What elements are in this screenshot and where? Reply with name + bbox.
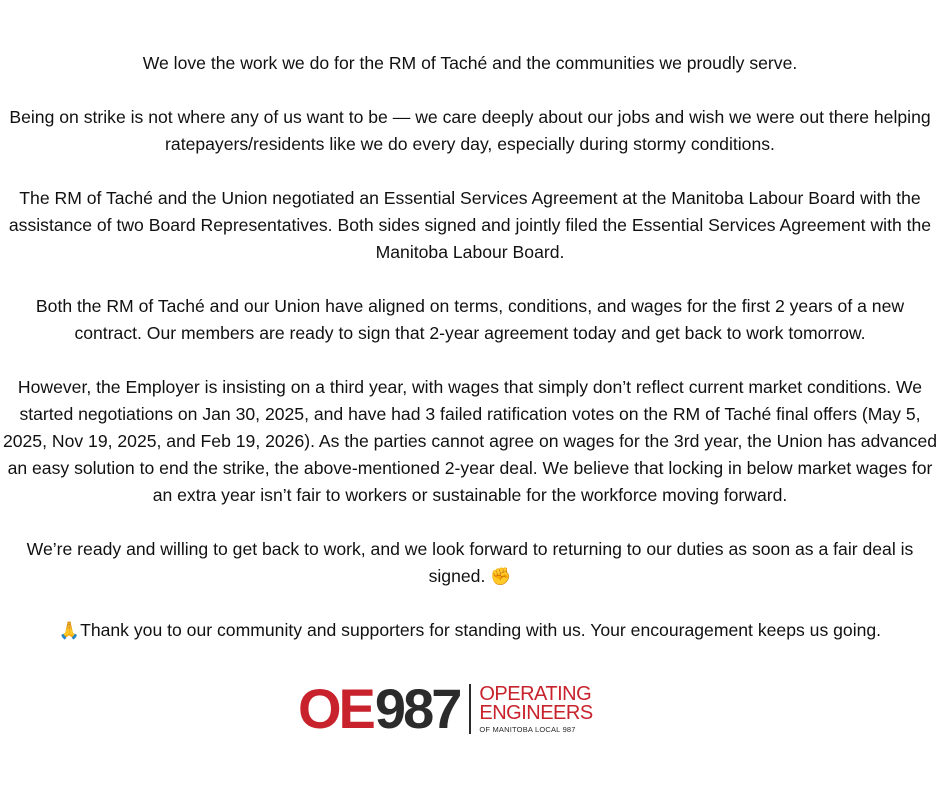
- logo-number-text: 987: [374, 677, 460, 740]
- paragraph-ready-to-work: [0, 536, 940, 590]
- thanks-text: Thank you to our community and supporters for standing with us. Your encouragement keeps us going.: [80, 620, 882, 640]
- paragraph-third-year: However, the Employer is insisting on a third year, with wages that simply don’t reflect current market conditions. We started negotiations on Jan 30, 2025, and have had 3 failed ratification votes on the RM of Taché final offers (May 5, 2025, Nov 19, 2025, and Feb 19, 2026). As the parties cannot agree on wages for the 3rd year, the Union has advanced an easy solution to end the strike, the above-mentioned 2-year deal. We believe that locking in below market wages for an extra year isn’t fair to workers or sustainable for the workforce moving forward.: [2, 377, 938, 505]
- logo-oe-text: OE: [298, 677, 373, 740]
- paragraph-thanks: [0, 617, 940, 644]
- paragraph-on-strike: Being on strike is not where any of us want to be — we care deeply about our jobs and wish we were out there helping ratepayers/residents like we do every day, especially during stormy conditions.: [9, 107, 931, 154]
- logo-line-local: OF MANITOBA LOCAL 987: [479, 724, 576, 734]
- closing-text: We’re ready and willing to get back to work, and we look forward to returning to our duties as soon as a fair deal is signed.: [26, 539, 914, 586]
- logo-line-engineers: ENGINEERS: [479, 701, 593, 724]
- logo-divider: [469, 684, 471, 734]
- logo-line-operating: OPERATING: [479, 682, 592, 705]
- paragraph-love-work: We love the work we do for the RM of Taché and the communities we proudly serve.: [142, 53, 798, 73]
- raised-fist-icon: ✊: [490, 567, 512, 586]
- logo-wordmark: [298, 677, 460, 740]
- oe987-logo: [298, 677, 593, 740]
- paragraph-essential-services: The RM of Taché and the Union negotiated an Essential Services Agreement at the Manitoba Labour Board with the assistance of two Board Representatives. Both sides signed and jointly filed the Essential Services Agreement with the Manitoba Labour Board.: [8, 188, 932, 262]
- folded-hands-icon: 🙏: [58, 621, 81, 640]
- paragraph-aligned-terms: Both the RM of Taché and our Union have aligned on terms, conditions, and wages for the first 2 years of a new contract. Our members are ready to sign that 2-year agreement today and get back to work tomorrow.: [35, 296, 905, 343]
- logo-union-name: [479, 682, 593, 734]
- statement-body: [0, 50, 940, 671]
